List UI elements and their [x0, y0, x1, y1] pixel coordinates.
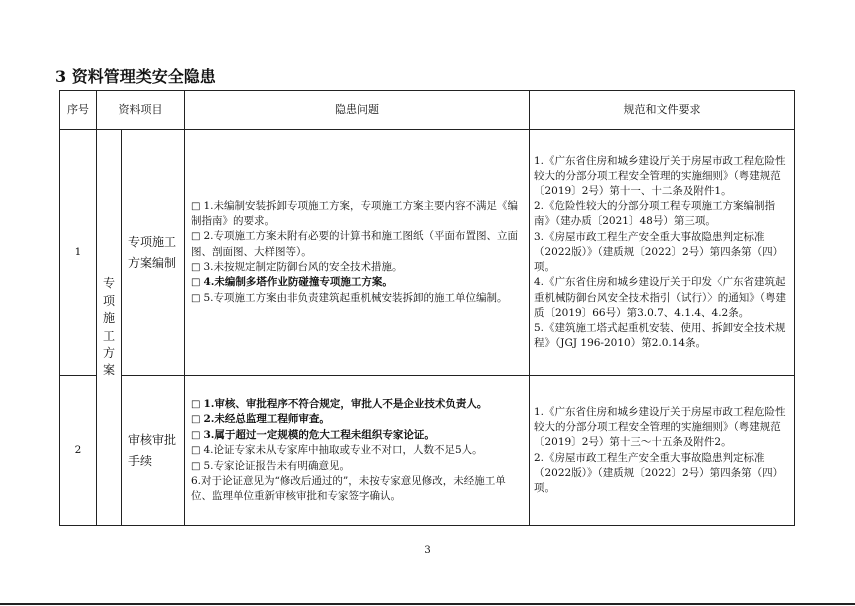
header-seq: 序号 — [60, 91, 97, 130]
issue-line — [191, 412, 523, 428]
issue-line — [191, 291, 523, 307]
table-row — [60, 130, 795, 376]
issues-cell — [185, 376, 530, 526]
section-title: 3 资料管理类安全隐患 — [55, 67, 216, 86]
checkbox-icon: □ — [191, 460, 201, 472]
row-seq: 2 — [60, 376, 97, 526]
category-cell — [97, 130, 122, 526]
checkbox-icon: □ — [191, 445, 201, 457]
issues-cell — [185, 130, 530, 376]
issue-text: 2.专项施工方案未附有必要的计算书和施工图纸（平面布置图、立面图、剖面图、大样图等）。 — [191, 230, 518, 258]
issue-text: 5.专项施工方案由非负责建筑起重机械安装拆卸的施工单位编制。 — [203, 291, 508, 304]
table-header-row — [60, 91, 795, 130]
norm-line: 1.《广东省住房和城乡建设厅关于房屋市政工程危险性较大的分部分项工程安全管理的实施细则》（粤建规范〔2019〕2号）第十三～十五条及附件2。 — [534, 405, 786, 449]
norm-line: 2.《房屋市政工程生产安全重大事故隐患判定标准（2022版）》（建质规〔2022〕2号）第四条第（四）项。 — [534, 451, 784, 494]
category-char: 施 — [102, 311, 115, 326]
issue-text: 3.未按规定制定防御台风的安全技术措施。 — [203, 260, 403, 273]
norm-line: 5.《建筑施工塔式起重机安装、使用、拆卸安全技术规程》（JGJ 196-2010）第2.0.14条。 — [534, 321, 786, 350]
category-char: 专 — [102, 276, 115, 291]
category-char: 工 — [102, 328, 115, 343]
norms-cell — [530, 130, 795, 376]
issue-line — [191, 275, 523, 291]
row-item: 审核审批手续 — [122, 376, 185, 526]
row-item: 专项施工方案编制 — [122, 130, 185, 376]
norm-line: 3.《房屋市政工程生产安全重大事故隐患判定标准（2022版）》（建质规〔2022〕2号）第四条第（四）项。 — [534, 230, 784, 274]
issue-line — [191, 443, 523, 459]
issue-text: 6.对于论证意见为“修改后通过的”，未按专家意见修改，未经施工单位、监理单位重新审核审批和专家签字确认。 — [191, 475, 506, 503]
issue-text: 5.专家论证报告未有明确意见。 — [203, 459, 350, 472]
checkbox-icon: □ — [191, 429, 201, 441]
row-seq: 1 — [60, 130, 97, 376]
norms-cell — [530, 376, 795, 526]
issue-text: 3.属于超过一定规模的危大工程未组织专家论证。 — [203, 428, 435, 441]
checkbox-icon: □ — [191, 398, 201, 410]
hazard-table — [59, 90, 795, 526]
page-number: 3 — [424, 545, 431, 556]
issue-text: 1.未编制安装拆卸专项施工方案，专项施工方案主要内容不满足《编制指南》的要求。 — [191, 199, 518, 228]
issue-text: 1.审核、审批程序不符合规定，审批人不是企业技术负责人。 — [203, 397, 488, 410]
issue-line — [191, 397, 523, 413]
category-char: 方 — [102, 345, 115, 360]
header-item: 资料项目 — [97, 91, 185, 130]
bottom-divider — [0, 603, 855, 605]
checkbox-icon: □ — [191, 261, 201, 273]
checkbox-icon: □ — [191, 231, 201, 243]
norm-line: 1.《广东省住房和城乡建设厅关于房屋市政工程危险性较大的分部分项工程安全管理的实施细则》（粤建规范〔2019〕2号）第十一、十二条及附件1。 — [534, 154, 786, 198]
issue-line — [191, 428, 523, 444]
checkbox-icon: □ — [191, 414, 201, 426]
norm-line: 2.《危险性较大的分部分项工程专项施工方案编制指南》（建办质〔2021〕48号）第三项。 — [534, 200, 776, 228]
issue-text: 4.未编制多塔作业防碰撞专项施工方案。 — [203, 276, 393, 289]
norm-line: 4.《广东省住房和城乡建设厅关于印发〈广东省建筑起重机械防御台风安全技术指引（试行）〉的通知》（粤建质〔2019〕66号）第3.0.7、4.1.4、4.2条。 — [534, 276, 786, 319]
issue-line — [191, 260, 523, 276]
issue-line — [191, 229, 523, 260]
header-issues: 隐患问题 — [185, 91, 530, 130]
checkbox-icon: □ — [191, 200, 201, 212]
header-norms: 规范和文件要求 — [530, 91, 795, 130]
issue-text: 4.论证专家未从专家库中抽取或专业不对口，人数不足5人。 — [203, 444, 483, 457]
table-row — [60, 376, 795, 526]
category-char: 案 — [102, 363, 115, 378]
checkbox-icon: □ — [191, 277, 201, 289]
issue-line — [191, 199, 523, 230]
issue-line — [191, 474, 523, 504]
issue-text: 2.未经总监理工程师审查。 — [203, 413, 330, 426]
checkbox-icon: □ — [191, 292, 201, 304]
issue-line — [191, 459, 523, 475]
category-char: 项 — [102, 293, 115, 308]
